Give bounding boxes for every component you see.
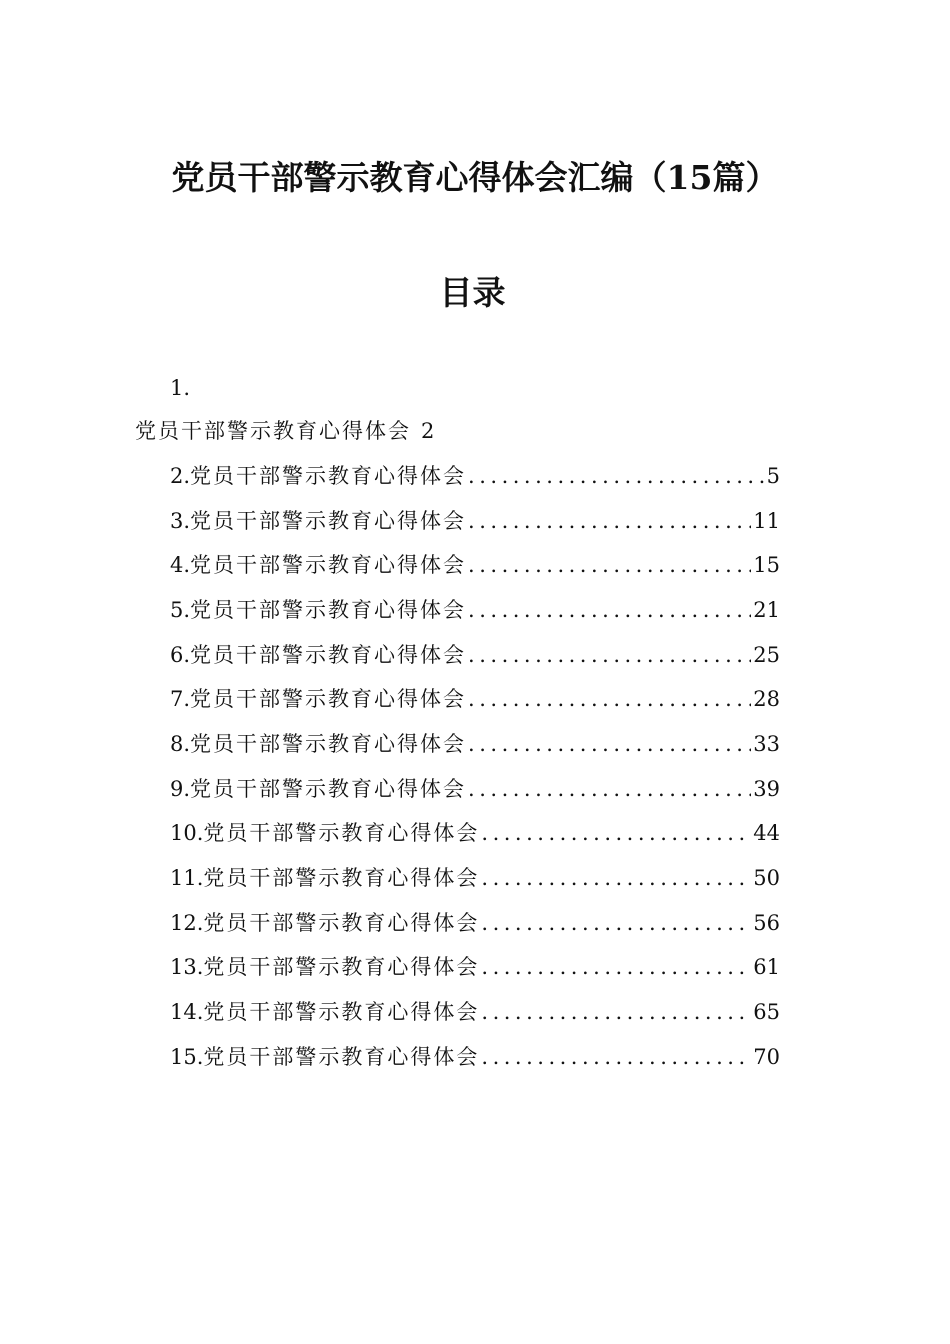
toc-entry-number: 8. xyxy=(170,732,191,756)
toc-entry-15[interactable] xyxy=(170,1042,780,1072)
toc-dot-leader xyxy=(481,908,751,938)
toc-dot-leader xyxy=(468,550,751,580)
toc-entry-10[interactable] xyxy=(170,818,780,848)
toc-entry-number: 9. xyxy=(170,777,191,801)
toc-entry-12[interactable] xyxy=(170,908,780,938)
toc-entry-title: 党员干部警示教育心得体会 xyxy=(203,821,480,845)
toc-entry-6[interactable] xyxy=(170,640,780,670)
toc-entry-page: 5 xyxy=(766,464,780,488)
toc-dot-leader xyxy=(481,997,751,1027)
toc-entry-page: 44 xyxy=(753,821,780,845)
toc-entry-13[interactable] xyxy=(170,952,780,982)
toc-entry-title: 党员干部警示教育心得体会 xyxy=(203,1000,480,1024)
toc-entry-number: 15. xyxy=(170,1045,204,1069)
toc-dot-leader xyxy=(468,461,765,491)
toc-entry-page: 61 xyxy=(753,955,780,979)
toc-entry-number: 14. xyxy=(170,1000,204,1024)
toc-entry-title: 党员干部警示教育心得体会 xyxy=(203,866,480,890)
toc-entry-number: 10. xyxy=(170,821,204,845)
toc-entry-title: 党员干部警示教育心得体会 xyxy=(190,687,467,711)
toc-entry-number: 7. xyxy=(170,687,191,711)
toc-dot-leader xyxy=(468,506,751,536)
toc-entry-page: 11 xyxy=(753,509,780,533)
toc-dot-leader xyxy=(468,774,751,804)
toc-entry-title: 党员干部警示教育心得体会 xyxy=(190,777,467,801)
toc-entry-11[interactable] xyxy=(170,863,780,893)
toc-entry-page: 70 xyxy=(753,1045,780,1069)
toc-entry-number: 4. xyxy=(170,553,191,577)
toc-entry-text xyxy=(135,416,434,446)
toc-entry-title: 党员干部警示教育心得体会 xyxy=(135,419,411,443)
toc-entry-page: 65 xyxy=(753,1000,780,1024)
toc-entry-title: 党员干部警示教育心得体会 xyxy=(203,955,480,979)
toc-dot-leader xyxy=(468,729,751,759)
toc-entry-number: 2. xyxy=(170,464,191,488)
toc-entry-4[interactable] xyxy=(170,550,780,580)
toc-entry-number: 13. xyxy=(170,955,204,979)
toc-entry-2[interactable] xyxy=(170,461,780,491)
toc-entry-title: 党员干部警示教育心得体会 xyxy=(190,598,467,622)
toc-entry-page: 50 xyxy=(753,866,780,890)
toc-entry-page: 15 xyxy=(753,553,780,577)
toc-entry-title: 党员干部警示教育心得体会 xyxy=(203,1045,480,1069)
toc-entry-title: 党员干部警示教育心得体会 xyxy=(190,732,467,756)
document-title: 党员干部警示教育心得体会汇编（15篇） xyxy=(171,158,779,197)
toc-entry-page: 33 xyxy=(753,732,780,756)
toc-dot-leader xyxy=(481,818,751,848)
toc-entry-number: 5. xyxy=(170,598,191,622)
toc-entry-title: 党员干部警示教育心得体会 xyxy=(203,911,480,935)
toc-entry-number: 1. xyxy=(170,376,191,400)
toc-entry-page: 25 xyxy=(753,643,780,667)
toc-entry-page: 28 xyxy=(753,687,780,711)
toc-entry-7[interactable] xyxy=(170,684,780,714)
toc-dot-leader xyxy=(468,684,751,714)
toc-entry-title: 党员干部警示教育心得体会 xyxy=(190,509,467,533)
toc-entry-9[interactable] xyxy=(170,774,780,804)
toc-entry-number: 11. xyxy=(170,866,204,890)
toc-entry-5[interactable] xyxy=(170,595,780,625)
toc-entry-page: 56 xyxy=(753,911,780,935)
toc-entry-14[interactable] xyxy=(170,997,780,1027)
toc-dot-leader xyxy=(468,595,751,625)
toc-entry-8[interactable] xyxy=(170,729,780,759)
toc-entry-3[interactable] xyxy=(170,506,780,536)
toc-entry-number: 3. xyxy=(170,509,191,533)
toc-entry-number: 6. xyxy=(170,643,191,667)
toc-entry-page: 2 xyxy=(421,419,435,443)
toc-dot-leader xyxy=(481,863,751,893)
toc-heading: 目录 xyxy=(439,273,506,312)
toc-dot-leader xyxy=(481,1042,751,1072)
toc-entry-page: 39 xyxy=(753,777,780,801)
toc-entry-title: 党员干部警示教育心得体会 xyxy=(190,464,467,488)
toc-dot-leader xyxy=(481,952,751,982)
toc-entry-number: 12. xyxy=(170,911,204,935)
toc-entry-page: 21 xyxy=(753,598,780,622)
toc-dot-leader xyxy=(468,640,751,670)
toc-entry-title: 党员干部警示教育心得体会 xyxy=(190,643,467,667)
toc-entry-title: 党员干部警示教育心得体会 xyxy=(190,553,467,577)
